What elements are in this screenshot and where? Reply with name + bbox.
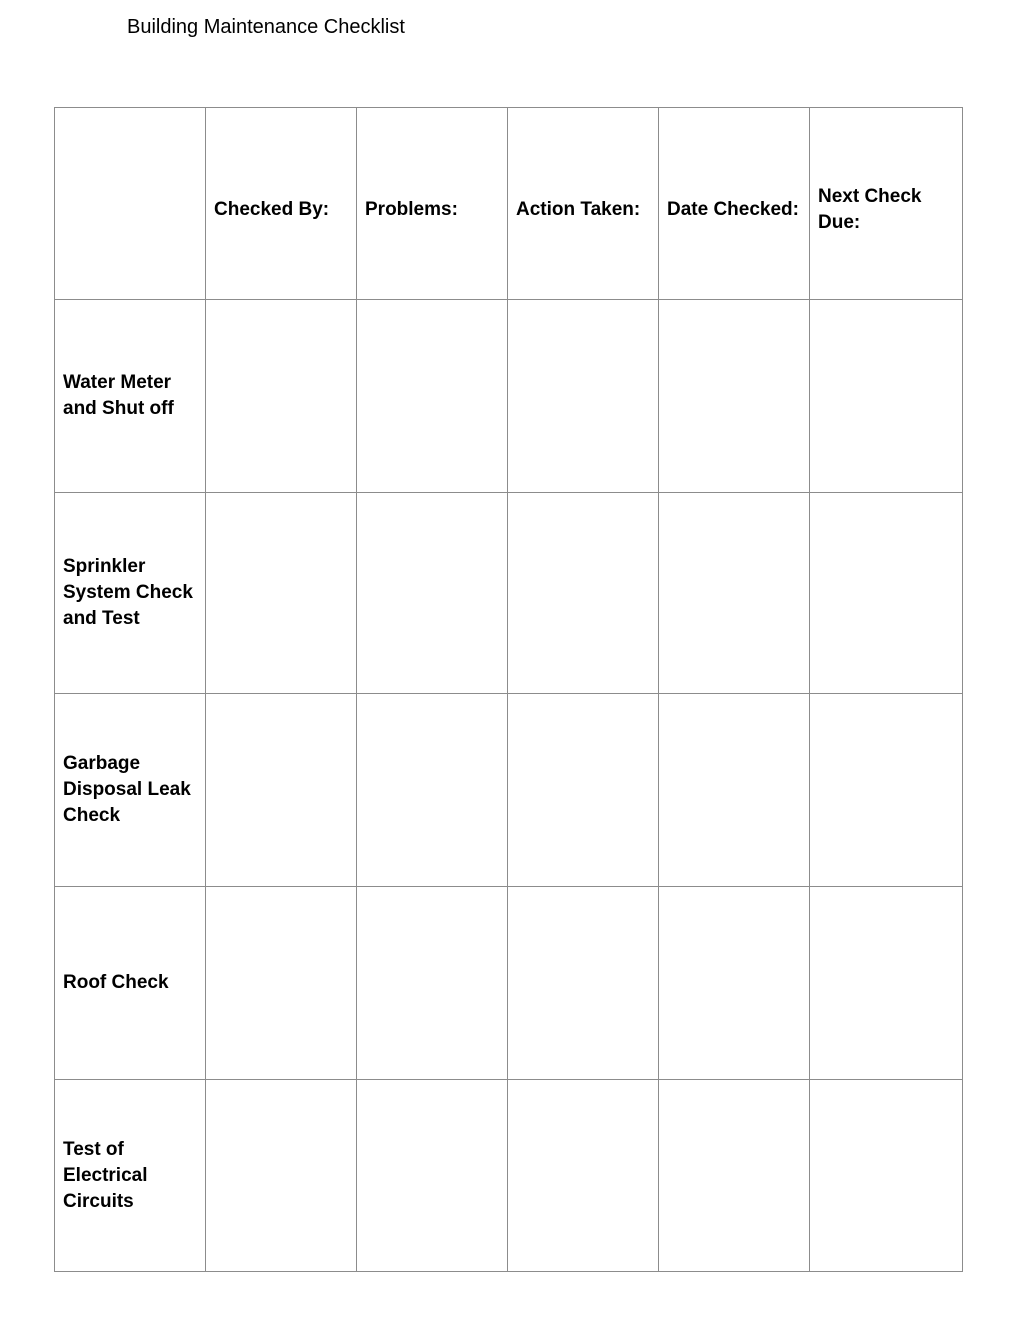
row-label-water-meter: Water Meter and Shut off — [55, 300, 206, 493]
cell-action-taken[interactable] — [508, 300, 659, 493]
maintenance-checklist-table — [54, 107, 963, 1272]
row-label-roof-check: Roof Check — [55, 887, 206, 1080]
column-header-label: Next Check Due: — [818, 186, 922, 233]
corner-cell — [55, 108, 206, 300]
row-label-garbage-disposal: Garbage Disposal Leak Check — [55, 694, 206, 887]
row-label-sprinkler-system: Sprinkler System Check and Test — [55, 493, 206, 694]
cell-next-check-due[interactable] — [810, 694, 963, 887]
cell-next-check-due[interactable] — [810, 887, 963, 1080]
cell-problems[interactable] — [357, 694, 508, 887]
cell-action-taken[interactable] — [508, 493, 659, 694]
cell-problems[interactable] — [357, 1080, 508, 1272]
column-header-label: Checked By: — [214, 199, 330, 220]
column-header-label: Problems: — [365, 199, 458, 220]
cell-date-checked[interactable] — [659, 694, 810, 887]
cell-next-check-due[interactable] — [810, 1080, 963, 1272]
column-header-next-check-due — [810, 108, 963, 300]
cell-checked-by[interactable] — [206, 694, 357, 887]
column-header-checked-by — [206, 108, 357, 300]
cell-next-check-due[interactable] — [810, 493, 963, 694]
header-row — [55, 108, 963, 300]
column-header-label: Date Checked: — [667, 199, 799, 220]
cell-date-checked[interactable] — [659, 493, 810, 694]
table-row — [55, 887, 963, 1080]
cell-next-check-due[interactable] — [810, 300, 963, 493]
cell-date-checked[interactable] — [659, 887, 810, 1080]
document-title: Building Maintenance Checklist — [127, 16, 405, 38]
cell-problems[interactable] — [357, 493, 508, 694]
cell-checked-by[interactable] — [206, 493, 357, 694]
cell-date-checked[interactable] — [659, 300, 810, 493]
table-row — [55, 493, 963, 694]
column-header-date-checked — [659, 108, 810, 300]
cell-action-taken[interactable] — [508, 887, 659, 1080]
cell-checked-by[interactable] — [206, 1080, 357, 1272]
table-row — [55, 300, 963, 493]
column-header-problems — [357, 108, 508, 300]
cell-checked-by[interactable] — [206, 300, 357, 493]
cell-problems[interactable] — [357, 300, 508, 493]
cell-checked-by[interactable] — [206, 887, 357, 1080]
cell-date-checked[interactable] — [659, 1080, 810, 1272]
row-label-electrical-circuits: Test of Electrical Circuits — [55, 1080, 206, 1272]
column-header-label: Action Taken: — [516, 199, 641, 220]
cell-action-taken[interactable] — [508, 1080, 659, 1272]
column-header-action-taken — [508, 108, 659, 300]
table-row — [55, 694, 963, 887]
table-row — [55, 1080, 963, 1272]
cell-problems[interactable] — [357, 887, 508, 1080]
cell-action-taken[interactable] — [508, 694, 659, 887]
